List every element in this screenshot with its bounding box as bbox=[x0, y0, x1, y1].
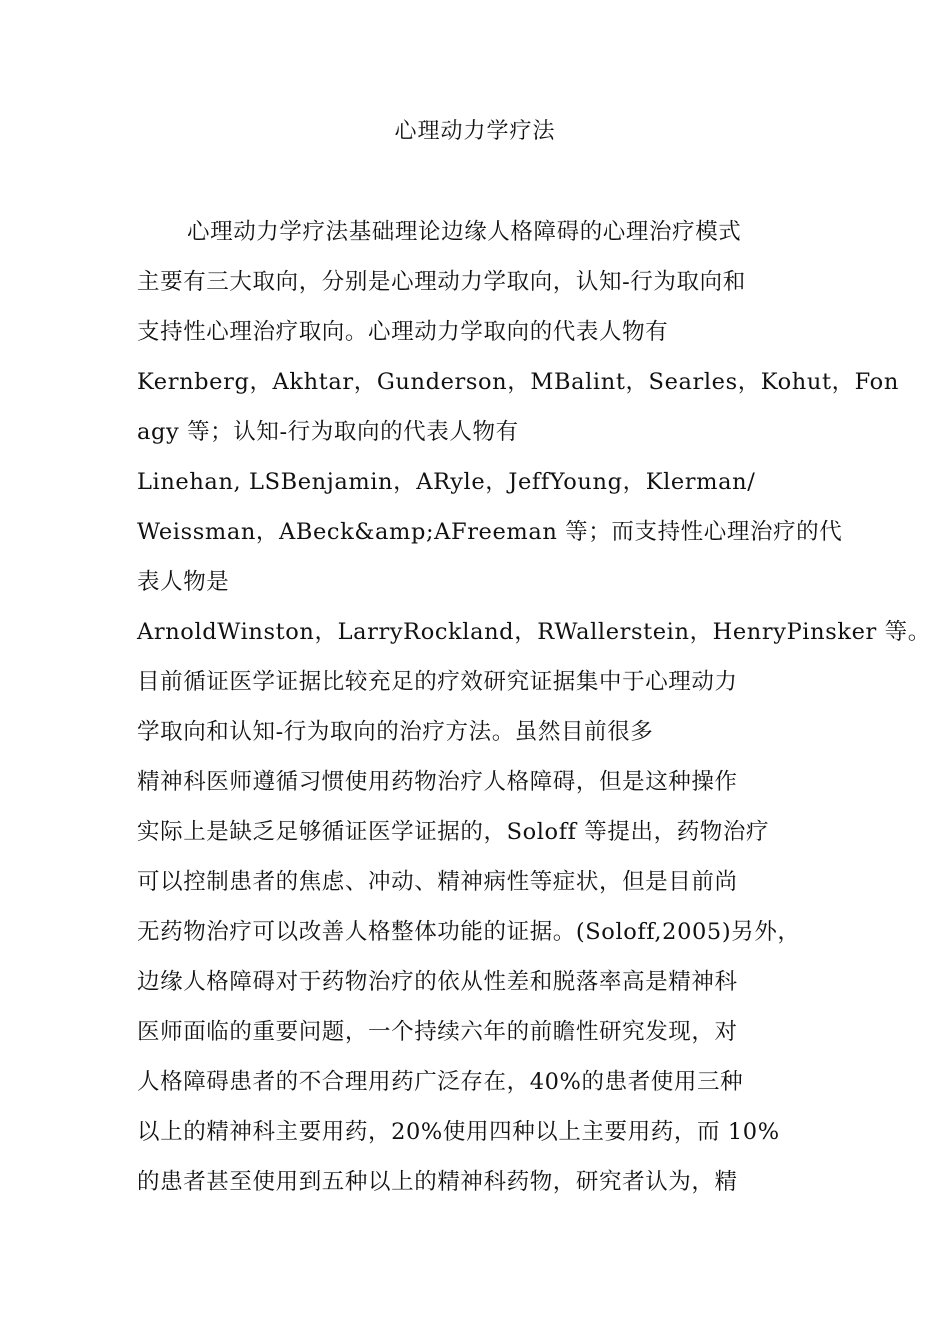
paragraph-line: 医师面临的重要问题，一个持续六年的前瞻性研究发现，对 bbox=[137, 1019, 738, 1045]
paragraph-line: 心理动力学疗法基础理论边缘人格障碍的心理治疗模式 bbox=[187, 219, 742, 245]
paragraph-line: 表人物是 bbox=[137, 569, 230, 595]
paragraph-line: 的患者甚至使用到五种以上的精神科药物，研究者认为，精 bbox=[137, 1169, 738, 1195]
paragraph-line: 主要有三大取向，分别是心理动力学取向，认知-行为取向和 bbox=[137, 269, 746, 295]
paragraph-line: 学取向和认知-行为取向的治疗方法。虽然目前很多 bbox=[137, 719, 654, 745]
paragraph-line: 以上的精神科主要用药，20%使用四种以上主要用药，而 10% bbox=[137, 1119, 780, 1145]
document-title: 心理动力学疗法 bbox=[394, 119, 556, 144]
paragraph-line: 支持性心理治疗取向。心理动力学取向的代表人物有 bbox=[137, 319, 669, 345]
paragraph-line: 无药物治疗可以改善人格整体功能的证据。(Soloff,2005)另外， bbox=[137, 919, 801, 945]
paragraph-line: 精神科医师遵循习惯使用药物治疗人格障碍，但是这种操作 bbox=[137, 769, 738, 795]
paragraph-line: Linehan, LSBenjamin，ARyle，JeffYoung，Klerman/ bbox=[137, 469, 756, 495]
paragraph-line: 实际上是缺乏足够循证医学证据的，Soloff 等提出，药物治疗 bbox=[137, 819, 770, 845]
paragraph-line: 边缘人格障碍对于药物治疗的依从性差和脱落率高是精神科 bbox=[137, 969, 738, 995]
paragraph-line: agy 等；认知-行为取向的代表人物有 bbox=[137, 419, 519, 445]
paragraph-line: ArnoldWinston，LarryRockland，RWallerstein，HenryPinsker 等。 bbox=[137, 619, 931, 645]
paragraph-line: 可以控制患者的焦虑、冲动、精神病性等症状，但是目前尚 bbox=[137, 869, 738, 895]
paragraph-line: Weissman，ABeck&amp;AFreeman 等；而支持性心理治疗的代 bbox=[137, 519, 843, 545]
paragraph-line: 人格障碍患者的不合理用药广泛存在，40%的患者使用三种 bbox=[137, 1069, 744, 1095]
paragraph-line: Kernberg，Akhtar，Gunderson，MBalint，Searles，Kohut，Fon bbox=[137, 369, 899, 395]
paragraph-line: 目前循证医学证据比较充足的疗效研究证据集中于心理动力 bbox=[137, 669, 738, 695]
document-body bbox=[137, 207, 931, 1207]
